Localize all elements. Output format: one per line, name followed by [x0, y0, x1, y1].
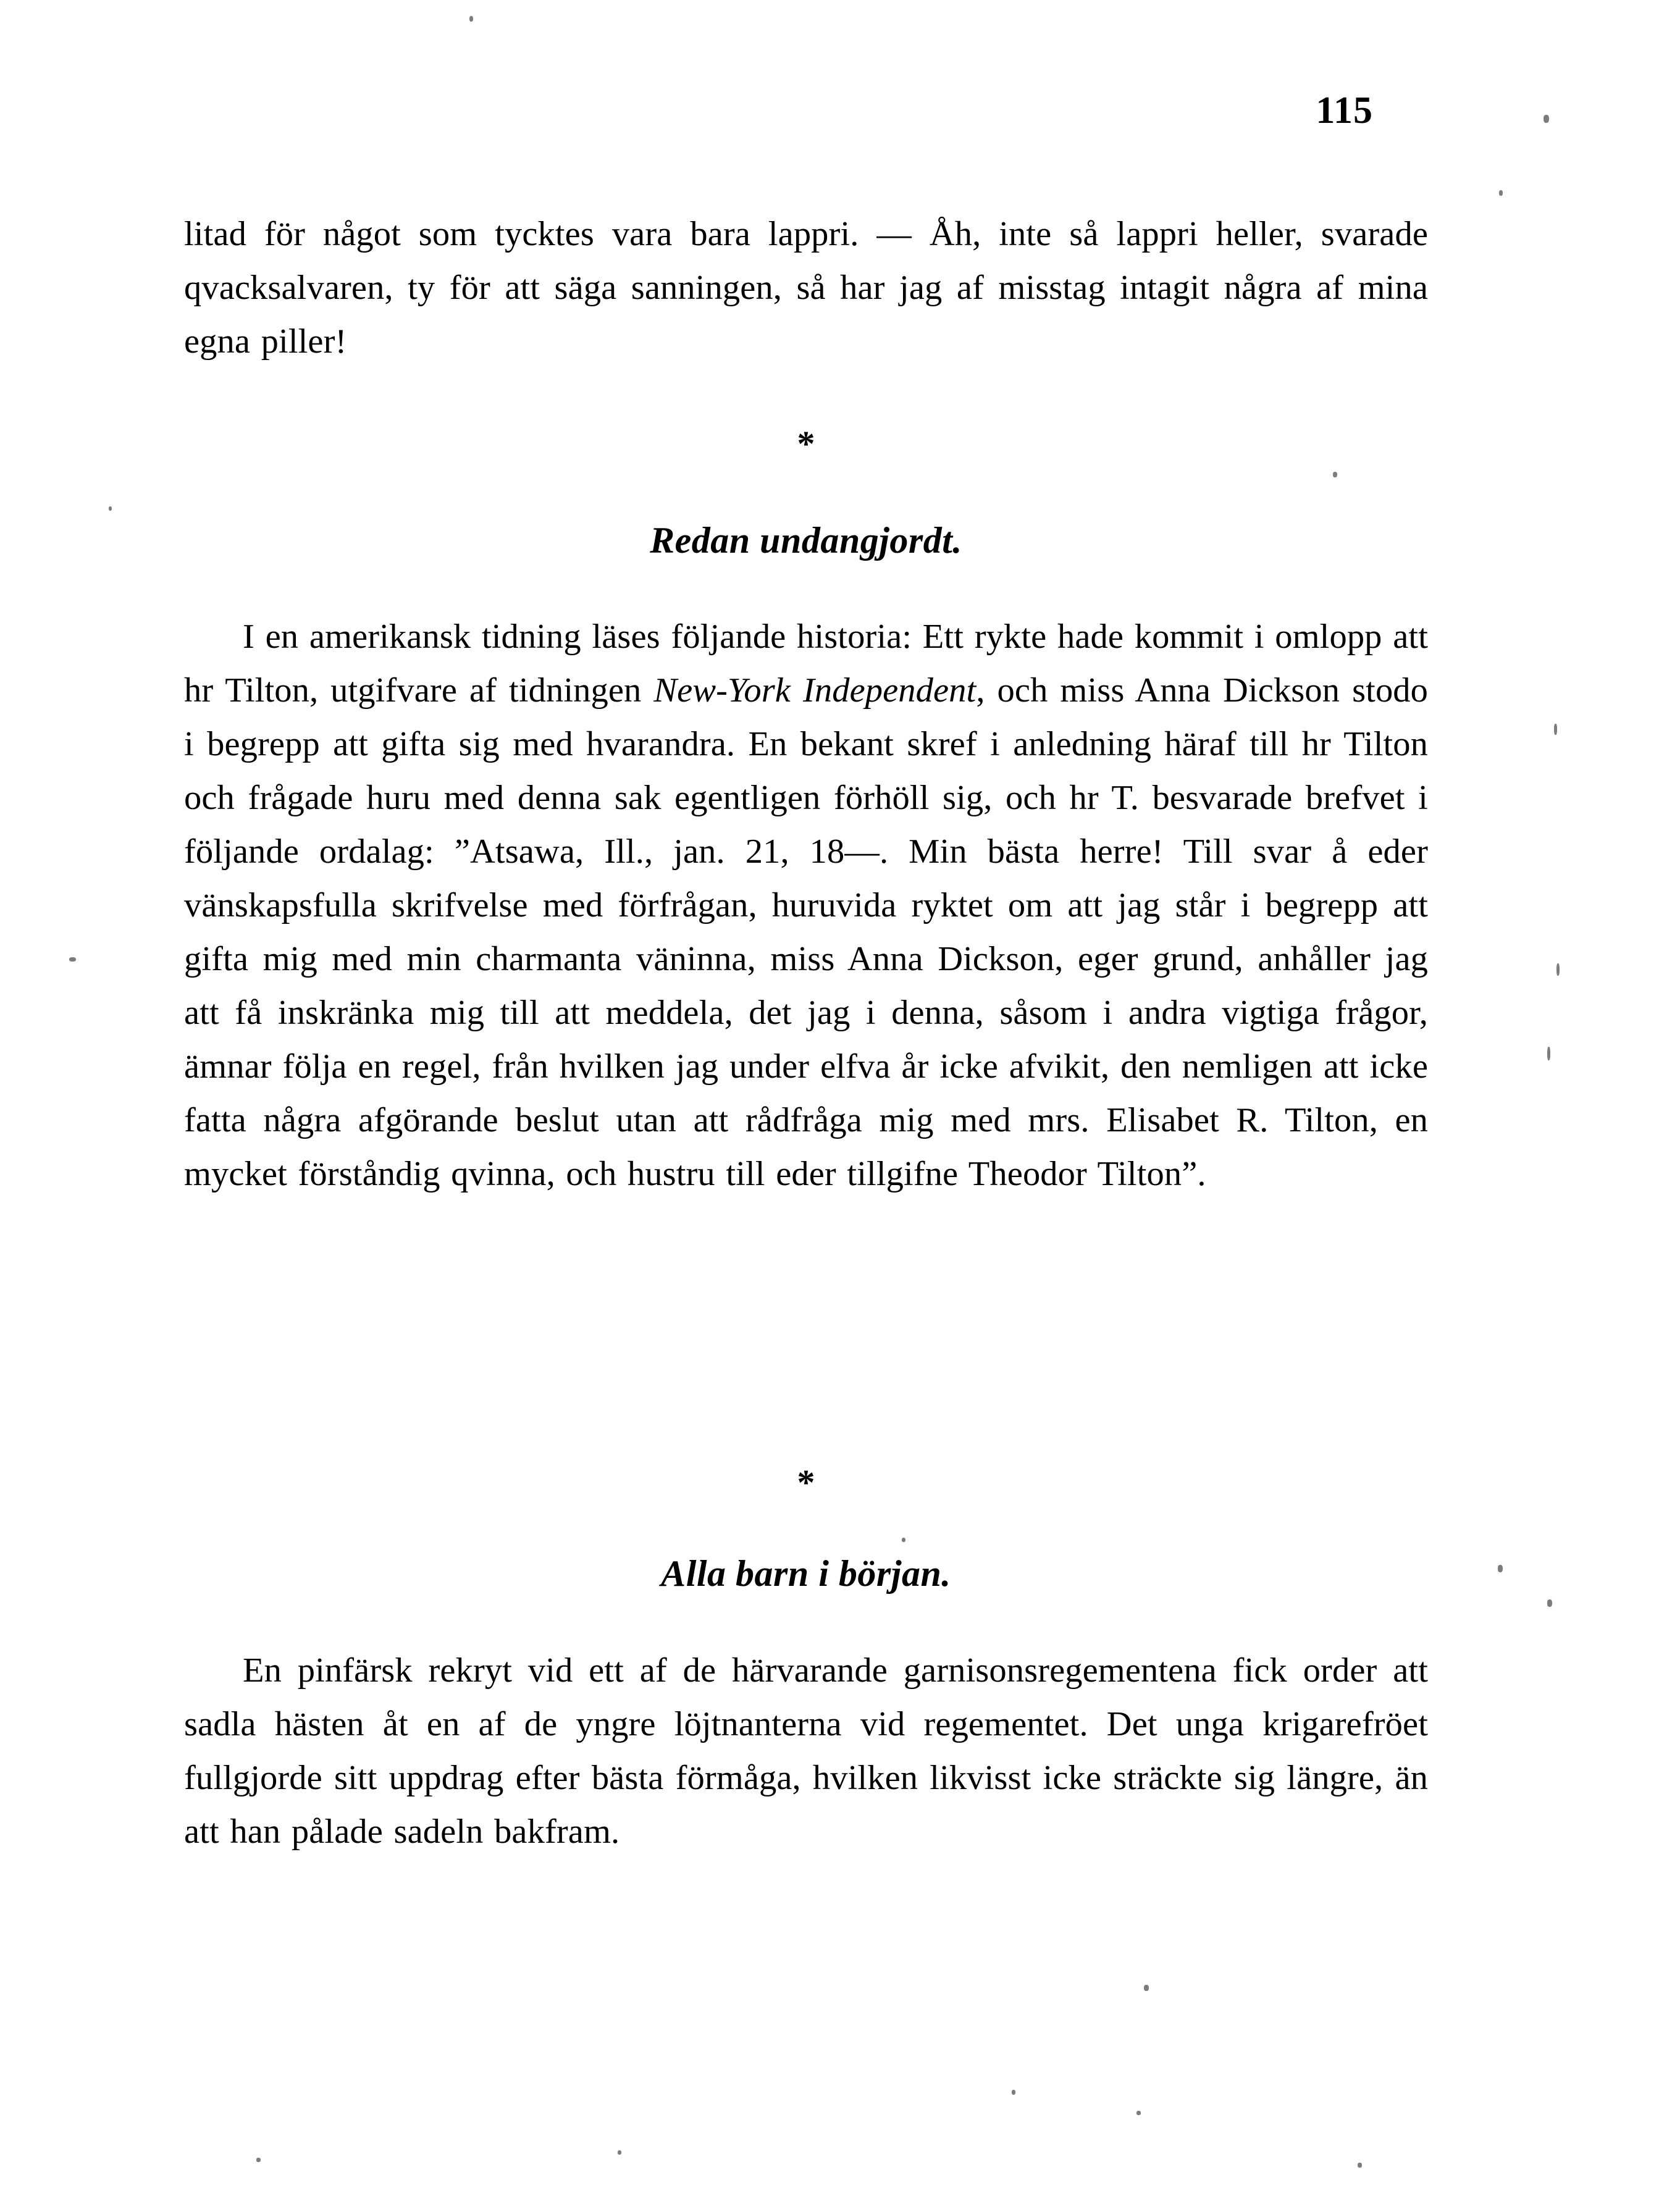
scan-speck — [1547, 1599, 1552, 1607]
scan-speck — [1144, 1985, 1149, 1991]
scan-speck — [1547, 1047, 1550, 1060]
scan-speck — [1556, 963, 1560, 976]
section-heading-redan-undangjordt: Redan undangjordt. — [650, 520, 962, 561]
paragraph-continuation — [184, 207, 1428, 369]
scan-speck — [69, 957, 76, 962]
text-before-italic: I en amerikansk tidning läses följande historia: Ett rykte hade kommit i omlopp att hr Tilton, utgifvare af tidningen — [184, 618, 1428, 710]
scan-speck — [618, 2150, 621, 2155]
paragraph-text — [184, 610, 1428, 1201]
scan-speck — [469, 16, 473, 22]
paragraph-story-redan-undangjordt — [184, 610, 1428, 1201]
page-number: 115 — [1316, 90, 1373, 132]
scan-speck — [1554, 724, 1557, 735]
section-heading-alla-barn-i-borjan: Alla barn i början. — [661, 1553, 951, 1594]
section-separator-asterisk-2: * — [797, 1462, 815, 1503]
text-after-italic: , och miss Anna Dickson stodo i begrepp att gifta sig med hvarandra. En bekant skref i anledning häraf till hr Tilton och frågade huru med denna sak egentligen förhöll sig, och hr T. besvarade brefvet i följande ordalag: ”Atsawa, Ill., jan. 21, 18—. Min bästa herre! Till svar å eder vänskapsfulla skrifvelse med förfrågan, huruvida ryktet om att jag står i begrepp att gifta mig med min charmanta väninna, miss Anna Dickson, eger grund, anhåller jag att få inskränka mig till att meddela, det jag i denna, såsom i andra vigtiga frågor, ämnar följa en regel, från hvilken jag under elfva år icke afvikit, den nemligen att icke fatta några afgörande beslut utan att rådfråga mig med mrs. Elisabet R. Tilton, en mycket förståndig qvinna, och hustru till eder tillgifne Theodor Tilton”. — [184, 671, 1428, 1193]
scan-speck — [109, 506, 112, 511]
scan-speck — [1012, 2090, 1015, 2095]
paragraph-text: litad för något som tycktes vara bara lappri. — Åh, inte så lappri heller, svarade qvacksalvaren, ty för att säga sanningen, så har jag af misstag intagit några af mina egna piller! — [184, 215, 1428, 361]
scan-speck — [1544, 115, 1549, 123]
section-separator-asterisk: * — [797, 424, 815, 464]
scan-speck — [1136, 2111, 1141, 2115]
scan-speck — [902, 1538, 905, 1542]
newspaper-title-italic: New-York Independent — [653, 671, 976, 710]
scan-speck — [1358, 2163, 1362, 2168]
scan-speck — [1498, 1565, 1503, 1572]
scan-speck — [1333, 472, 1337, 477]
scan-speck — [256, 2158, 261, 2162]
paragraph-story-alla-barn-i-borjan — [184, 1644, 1428, 1859]
paragraph-text: En pinfärsk rekryt vid ett af de härvarande garnisonsregementena fick order att sadla hästen åt en af de yngre löjtnanterna vid regementet. Det unga krigarefröet fullgjorde sitt uppdrag efter bästa förmåga, hvilken likvisst icke sträckte sig längre, än att han pålade sadeln bakfram. — [184, 1651, 1428, 1851]
scan-speck — [1499, 190, 1503, 196]
